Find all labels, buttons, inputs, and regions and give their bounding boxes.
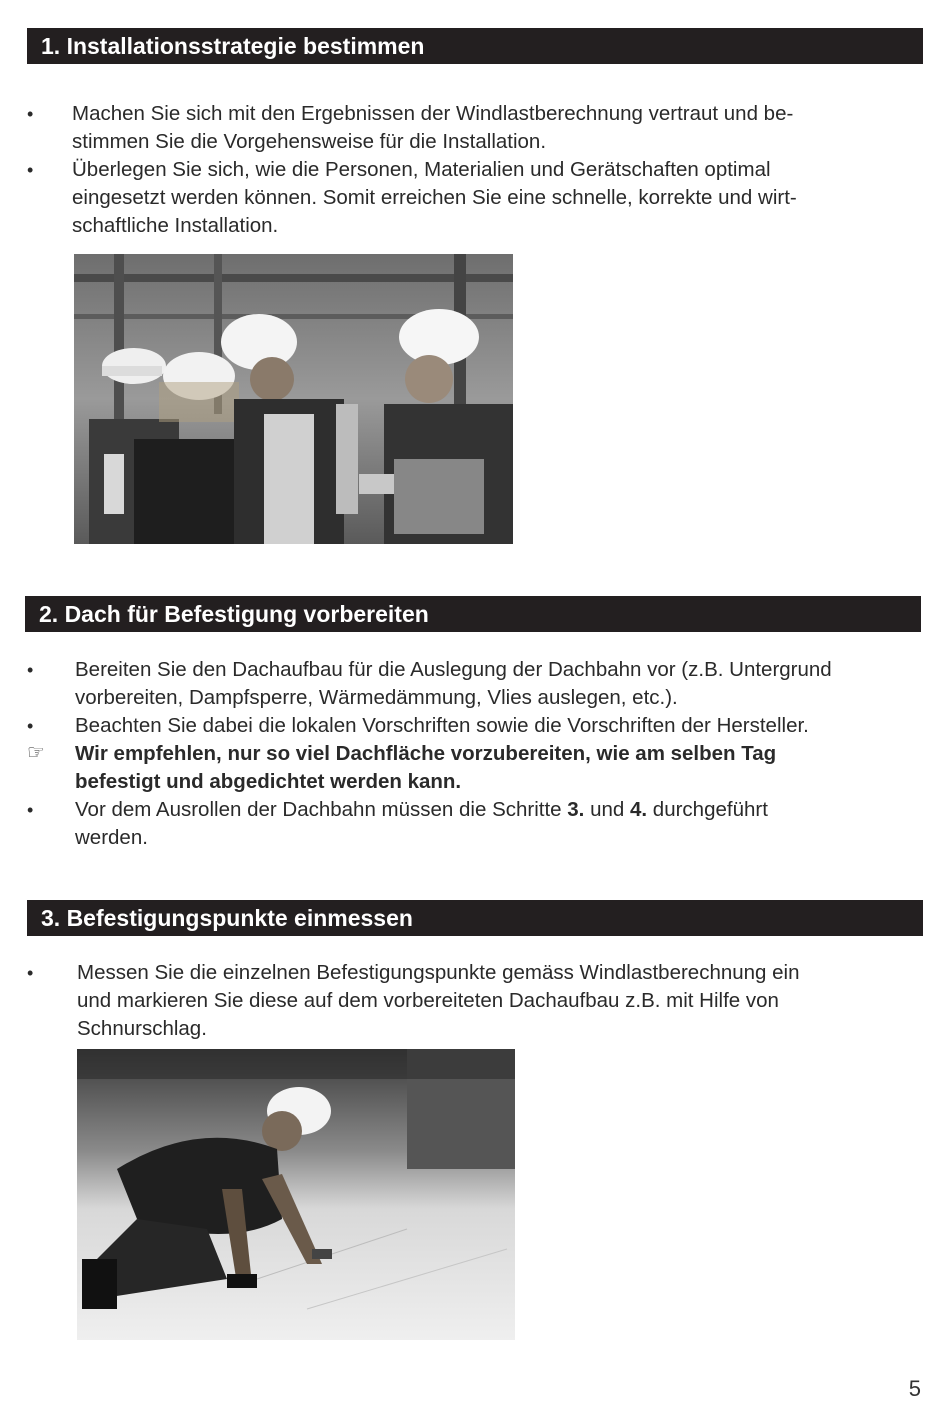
list-item: [27, 156, 907, 240]
step-ref-4: 4.: [630, 798, 648, 821]
pointing-hand-icon: ☞: [27, 742, 45, 764]
list-item-text: Wir empfehlen, nur so viel Dachfläche vorzubereiten, wie am selben Tag befestigt und abgedichtet werden kann.: [75, 742, 777, 793]
list-item-text: Beachten Sie dabei die lokalen Vorschriften sowie die Vorschriften der Hersteller.: [75, 714, 809, 737]
bullet-icon: •: [27, 660, 34, 680]
section-3-heading: 3. Befestigungspunkte einmessen: [27, 900, 923, 936]
page-number: 5: [908, 1376, 921, 1401]
step-ref-3: 3.: [567, 798, 585, 821]
list-item-text: Bereiten Sie den Dachaufbau für die Auslegung der Dachbahn vor (z.B. Untergrund vorbereiten, Dampfsperre, Wärmedämmung, Vlies auslegen, etc.).: [75, 658, 832, 709]
text-segment: Vor dem Ausrollen der Dachbahn müssen die Schritte: [75, 798, 568, 821]
workers-meeting-photo: [74, 254, 513, 544]
list-item-text: Messen Sie die einzelnen Befestigungspunkte gemäss Windlastberechnung ein und markieren Sie diese auf dem vorbereiteten Dachaufbau z.B. mit Hilfe von Schnurschlag.: [77, 961, 800, 1040]
list-item: [27, 100, 907, 156]
bullet-icon: •: [27, 963, 34, 983]
text-segment: und: [584, 798, 630, 821]
list-item-text: Überlegen Sie sich, wie die Personen, Materialien und Gerätschaften optimal eingesetzt werden können. Somit erreichen Sie eine schnelle, korrekte und wirt- schaftliche Installation.: [72, 158, 797, 237]
bullet-icon: •: [27, 104, 34, 124]
recommendation-note: [27, 740, 927, 796]
bullet-icon: •: [27, 160, 34, 180]
list-item: [27, 796, 927, 852]
bullet-icon: •: [27, 800, 34, 820]
list-item: [27, 959, 927, 1043]
list-item-text: Machen Sie sich mit den Ergebnissen der Windlastberechnung vertraut und be- stimmen Sie die Vorgehensweise für die Installation.: [72, 102, 794, 153]
section-1-heading: 1. Installationsstrategie bestimmen: [27, 28, 923, 64]
list-item: [27, 712, 927, 740]
worker-measuring-photo: [77, 1049, 515, 1340]
section-2-heading: 2. Dach für Befestigung vorbereiten: [25, 596, 921, 632]
bullet-icon: •: [27, 716, 34, 736]
list-item-text: [75, 796, 927, 852]
list-item: [27, 656, 927, 712]
text-segment: durchgeführt werden.: [75, 798, 768, 849]
